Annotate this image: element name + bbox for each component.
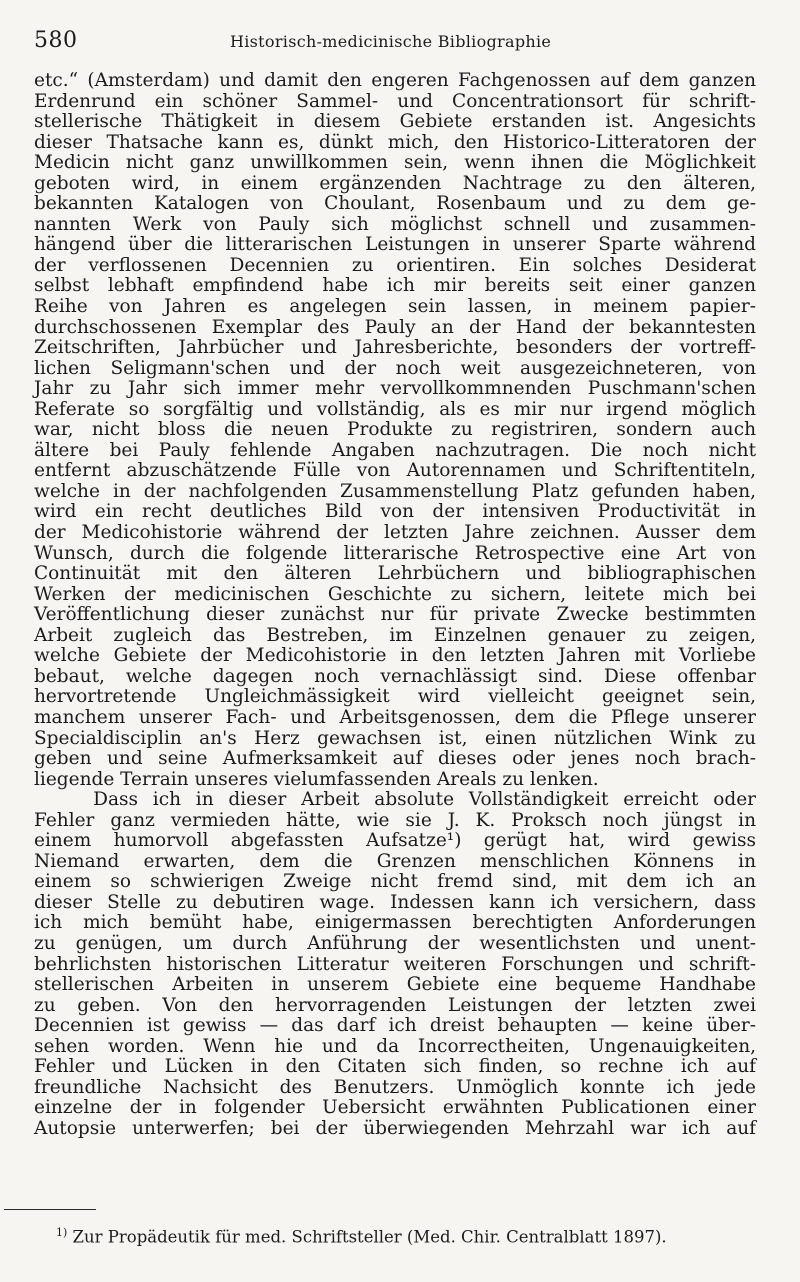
footnote [56,1226,667,1247]
text-line: Erdenrund ein schöner Sammel- und Concentrationsort für schrift- [34,90,756,112]
running-head [34,18,756,52]
text-line: einem so schwierigen Zweige nicht fremd sind, mit dem ich an [34,871,756,893]
text-line: Wunsch, durch die folgende litterarische Retrospective eine Art von [34,542,756,564]
text-line: bebaut, welche dagegen noch vernachlässigt sind. Diese offenbar [34,665,756,687]
text-line: Fehler und Lücken in den Citaten sich finden, so rechne ich auf [34,1056,756,1078]
text-line: der verflossenen Decennien zu orientiren. Ein solches Desiderat [34,254,756,276]
text-line: hervortretende Ungleichmässigkeit wird vielleicht geeignet sein, [34,686,756,708]
text-line: welche Gebiete der Medicohistorie in den letzten Jahren mit Vorliebe [34,645,756,667]
page-number: 580 [34,28,78,53]
text-line: war, nicht bloss die neuen Produkte zu registriren, sondern auch [34,419,756,441]
text-line: etc.“ (Amsterdam) und damit den engeren Fachgenossen auf dem ganzen [34,70,756,91]
running-title: Historisch-medicinische Bibliographie [230,32,552,51]
footnote-text: Zur Propädeutik für med. Schriftsteller (Med. Chir. Centralblatt 1897). [67,1227,667,1247]
text-line: Referate so sorgfältig und vollständig, als es mir nur irgend möglich [34,398,756,420]
text-line: freundliche Nachsicht des Benutzers. Unmöglich konnte ich jede [34,1076,756,1098]
text-line: Autopsie unterwerfen; bei der überwiegenden Mehrzahl war ich auf [34,1117,756,1139]
text-line: Jahr zu Jahr sich immer mehr vervollkommnenden Puschmann'schen [34,378,756,400]
text-line: zu genügen, um durch Anführung der wesentlichsten und unent- [34,932,756,954]
text-line: stellerischen Arbeiten in unserem Gebiete eine bequeme Handhabe [34,974,756,996]
footnote-marker: 1) [56,1226,68,1239]
text-line: Reihe von Jahren es angelegen sein lassen, in meinem papier- [34,296,756,318]
text-line: Veröffentlichung dieser zunächst nur für private Zwecke bestimmten [34,604,756,626]
footnote-divider [4,1209,96,1210]
text-line: welche in der nachfolgenden Zusammenstellung Platz gefunden haben, [34,480,756,502]
text-line: Fehler ganz vermieden hätte, wie sie J. K. Proksch noch jüngst in [34,809,756,831]
text-line: Continuität mit den älteren Lehrbüchern und bibliographischen [34,563,756,585]
text-line: Specialdisciplin an's Herz gewachsen ist, einen nützlichen Wink zu [34,727,756,749]
text-line: sehen worden. Wenn hie und da Incorrectheiten, Ungenauigkeiten, [34,1035,756,1057]
text-line: selbst lebhaft empfindend habe ich mir bereits seit einer ganzen [34,275,756,297]
text-line: zu geben. Von den hervorragenden Leistungen der letzten zwei [34,994,756,1016]
body-text [34,71,756,1139]
text-line: geben und seine Aufmerksamkeit auf dieses oder jenes noch brach- [34,748,756,770]
text-line: dieser Thatsache kann es, dünkt mich, den Historico-Litteratoren der [34,131,756,153]
text-line: geboten wird, in einem ergänzenden Nachtrage zu den älteren, [34,172,756,194]
text-line: Niemand erwarten, dem die Grenzen menschlichen Könnens in [34,850,756,872]
text-line: Arbeit zugleich das Bestreben, im Einzelnen genauer zu zeigen, [34,624,756,646]
text-line: entfernt abzuschätzende Fülle von Autorennamen und Schriftentiteln, [34,460,756,482]
text-line: Werken der medicinischen Geschichte zu sichern, leitete mich bei [34,583,756,605]
text-line: einem humorvoll abgefassten Aufsatze¹) gerügt hat, wird gewiss [34,830,756,852]
text-line: nannten Werk von Pauly sich möglichst schnell und zusammen- [34,213,756,235]
text-line: stellerische Thätigkeit in diesem Gebiete erstanden ist. Angesichts [34,111,756,133]
text-line: manchem unserer Fach- und Arbeitsgenossen, dem die Pflege unserer [34,706,756,728]
text-line: liegende Terrain unseres vielumfassenden Areals zu lenken. [34,768,599,790]
text-line: bekannten Katalogen von Choulant, Rosenbaum und zu dem ge- [34,193,756,215]
text-line: hängend über die litterarischen Leistungen in unserer Sparte während [34,234,756,256]
text-line: Decennien ist gewiss — das darf ich dreist behaupten — keine über- [34,1015,756,1037]
text-line: einzelne der in folgender Uebersicht erwähnten Publicationen einer [34,1097,756,1119]
text-line: Zeitschriften, Jahrbücher und Jahresberichte, besonders der vortreff- [34,337,756,359]
text-line: Medicin nicht ganz unwillkommen sein, wenn ihnen die Möglichkeit [34,152,756,174]
text-line: ältere bei Pauly fehlende Angaben nachzutragen. Die noch nicht [34,439,756,461]
text-line: Dass ich in dieser Arbeit absolute Vollständigkeit erreicht oder [34,789,756,811]
text-line: durchschossenen Exemplar des Pauly an der Hand der bekanntesten [34,316,756,338]
text-line: behrlichsten historischen Litteratur weiteren Forschungen und schrift- [34,953,756,975]
text-line: ich mich bemüht habe, einigermassen berechtigten Anforderungen [34,912,756,934]
text-line: dieser Stelle zu debutiren wage. Indessen kann ich versichern, dass [34,891,756,913]
text-line: der Medicohistorie während der letzten Jahre zeichnen. Ausser dem [34,522,756,544]
document-page [34,18,756,1264]
text-line: wird ein recht deutliches Bild von der intensiven Productivität in [34,501,756,523]
text-line: lichen Seligmann'schen und der noch weit ausgezeichneteren, von [34,357,756,379]
